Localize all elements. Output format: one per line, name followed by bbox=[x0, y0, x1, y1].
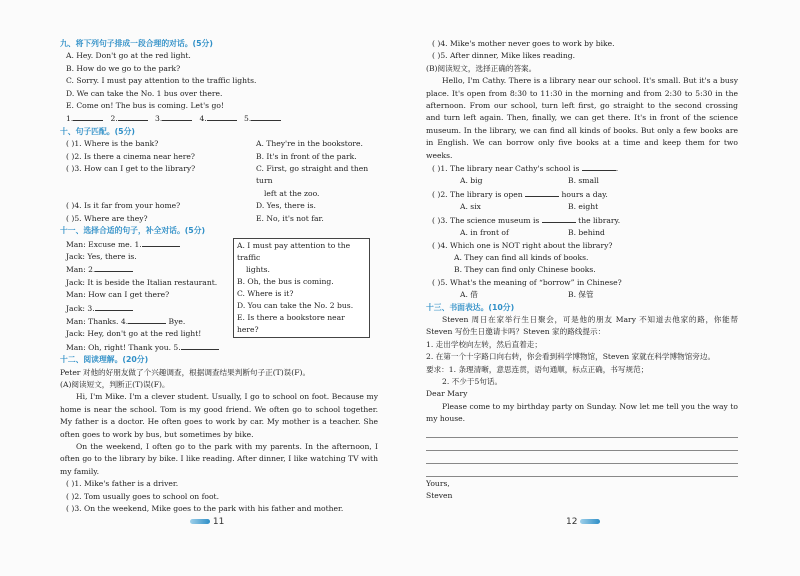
writing-hint: 2. 不少于5句话。 bbox=[442, 376, 503, 386]
match-row: left at the zoo. bbox=[264, 188, 320, 198]
section-12-intro: Peter 对他的好朋友做了个兴趣调查，根据调查结果判断句子正(T)误(F)。 bbox=[60, 367, 311, 377]
letter-signature: Steven bbox=[426, 491, 453, 500]
answer-blank[interactable] bbox=[582, 162, 616, 171]
options-box: A. I must pay attention to the traffic lights. B. Oh, the bus is coming. C. Where is it? D. You can take the No. 2 bus. E. Is there a bookstore near here? bbox=[233, 238, 370, 338]
section-10-title: 十、句子匹配。(5分) bbox=[60, 126, 135, 136]
answer-blank[interactable] bbox=[73, 112, 103, 121]
dialog-line: Man: 2. bbox=[60, 263, 378, 276]
answer-blank[interactable] bbox=[542, 214, 576, 223]
dialog-line: E. Come on! The bus is coming. Let's go! bbox=[66, 101, 224, 111]
answer-blank[interactable] bbox=[162, 112, 192, 121]
dialog-line: Man: How can I get there? bbox=[66, 290, 170, 300]
writing-hint: 要求：1. 条理清晰，意思连贯，语句通顺，标点正确，书写规范； bbox=[426, 364, 649, 374]
writing-line[interactable] bbox=[426, 465, 738, 477]
dialog-line: Man: Oh, right! Thank you. 5. bbox=[60, 341, 378, 354]
dialog-line: A. Hey. Don't go at the red light. bbox=[66, 51, 191, 61]
passage-paragraph: Hi, I'm Mike. I'm a clever student. Usually, I go to school on foot. Because my home is near the school. Tom is my good friend. We often go to school together. My father is a doctor. He often goes to work by car. My mother is a teacher. She often goes to work by bus, but sometimes by bike. bbox=[60, 392, 378, 439]
answer-blank[interactable] bbox=[118, 112, 148, 121]
dialog-line: Jack: Yes, there is. bbox=[66, 251, 137, 261]
answer-blank[interactable] bbox=[128, 315, 166, 324]
writing-hint: 2. 在第一个十字路口向右转，你会看到科学博物馆，Steven 家就在科学博物馆旁边。 bbox=[426, 352, 716, 362]
letter-closing: Yours, bbox=[426, 478, 450, 488]
match-row: ( )1. Where is the bank? A. They're in the bookstore. bbox=[66, 139, 363, 149]
mc-options: A. in front of B. behind bbox=[460, 228, 605, 238]
tf-question: ( )2. Tom usually goes to school on foot. bbox=[66, 491, 220, 501]
tf-question: ( )4. Mike's mother never goes to work by bike. bbox=[432, 39, 615, 48]
tf-question: ( )5. After dinner, Mike likes reading. bbox=[432, 51, 576, 61]
mc-options: A. six B. eight bbox=[460, 202, 599, 212]
mc-options: A. 借 B. 保管 bbox=[460, 290, 594, 300]
writing-line[interactable] bbox=[426, 426, 738, 438]
section-11-title: 十一、选择合适的句子，补全对话。(5分) bbox=[60, 226, 206, 236]
part-b-title: (B)阅读短文，选择正确的答案。 bbox=[426, 63, 537, 73]
writing-line[interactable] bbox=[426, 452, 738, 464]
mc-question: ( )2. The library is open hours a day. bbox=[432, 189, 608, 199]
section-13-title: 十三、书面表达。(10分) bbox=[426, 302, 515, 312]
mc-options: A. big B. small bbox=[460, 176, 599, 186]
page-number-right: 12 bbox=[566, 517, 600, 527]
dialog-line: Man: Excuse me. 1. bbox=[60, 238, 378, 251]
answer-blank[interactable] bbox=[525, 188, 559, 197]
answer-blank[interactable] bbox=[95, 263, 133, 272]
fill-dialog bbox=[60, 238, 378, 355]
section-12-title: 十二、阅读理解。(20分) bbox=[60, 355, 149, 365]
pencil-icon bbox=[190, 519, 210, 524]
page-number-left: 11 bbox=[190, 517, 224, 527]
writing-line[interactable] bbox=[426, 439, 738, 451]
dialog-line: C. Sorry. I must pay attention to the traffic lights. bbox=[66, 76, 257, 86]
answer-blank[interactable] bbox=[181, 341, 219, 350]
part-a-title: (A)阅读短文，判断正(T)误(F)。 bbox=[60, 379, 170, 389]
letter-body: Please come to my birthday party on Sunday. Now let me tell you the way to my house. bbox=[426, 401, 738, 424]
tf-question: ( )3. On the weekend, Mike goes to the park with his father and mother. bbox=[66, 504, 344, 514]
page-left bbox=[60, 38, 378, 515]
dialog-line: Jack: 3. bbox=[60, 302, 378, 315]
answer-blank[interactable] bbox=[95, 302, 133, 311]
answer-blank[interactable] bbox=[207, 112, 237, 121]
match-row: ( )2. Is there a cinema near here? B. It's in front of the park. bbox=[66, 151, 357, 161]
dialog-line: Man: Thanks. 4. Bye. bbox=[66, 316, 186, 326]
match-row: ( )5. Where are they? E. No, it's not far. bbox=[66, 213, 324, 223]
mc-question: ( )4. Which one is NOT right about the library? bbox=[432, 240, 613, 250]
passage-paragraph: Hello, I'm Cathy. There is a library near our school. It's small. But it's a busy place. It's open from 8:30 to 11:30 in the morning and from 2:30 to 5:30 in the afternoon. From our school, turn left first, go straight to the second crossing and turn left again. Then, finally, we can get there. It's in front of the science museum. In the library, we can find all kinds of books. But only a few books are in English. We can borrow only five books at a time and keep them for two weeks. bbox=[426, 76, 738, 160]
mc-option: B. They can find only Chinese books. bbox=[454, 265, 596, 275]
pencil-icon bbox=[580, 519, 600, 524]
match-row: ( )3. How can I get to the library? C. First, go straight and then turn bbox=[66, 164, 369, 186]
mc-question: ( )1. The library near Cathy's school is . bbox=[432, 164, 619, 174]
order-answer-row: 1. 2. 3. 4. 5. bbox=[60, 112, 378, 125]
mc-question: ( )3. The science museum is the library. bbox=[432, 215, 621, 225]
match-row: ( )4. Is it far from your home? D. Yes, there is. bbox=[66, 201, 316, 211]
writing-hint: 1. 走出学校向左转，然后直着走； bbox=[426, 339, 542, 349]
writing-prompt: Steven 周日在家举行生日聚会，可是他的朋友 Mary 不知道去他家的路，你能帮 Steven 写份生日邀请卡吗？Steven 家的路线提示： bbox=[426, 314, 738, 337]
dialog-line: B. How do we go to the park? bbox=[66, 63, 181, 73]
answer-blank[interactable] bbox=[142, 238, 180, 247]
answer-blank[interactable] bbox=[251, 112, 281, 121]
letter-greeting: Dear Mary bbox=[426, 389, 468, 399]
page-right bbox=[426, 38, 738, 502]
dialog-line: D. We can take the No. 1 bus over there. bbox=[66, 88, 223, 98]
mc-question: ( )5. What's the meaning of “borrow” in Chinese? bbox=[432, 277, 622, 287]
mc-option: A. They can find all kinds of books. bbox=[454, 252, 589, 262]
passage-paragraph: On the weekend, I often go to the park with my parents. In the afternoon, I often go to the library by bike. I like reading. After dinner, I like watching TV with my family. bbox=[60, 442, 378, 476]
dialog-line: Jack: It is beside the Italian restaurant. bbox=[66, 277, 218, 287]
section-9-title: 九、将下列句子排成一段合理的对话。(5分) bbox=[60, 39, 213, 48]
tf-question: ( )1. Mike's father is a driver. bbox=[66, 479, 179, 489]
dialog-line: Jack: Hey, don't go at the red light! bbox=[66, 329, 202, 339]
